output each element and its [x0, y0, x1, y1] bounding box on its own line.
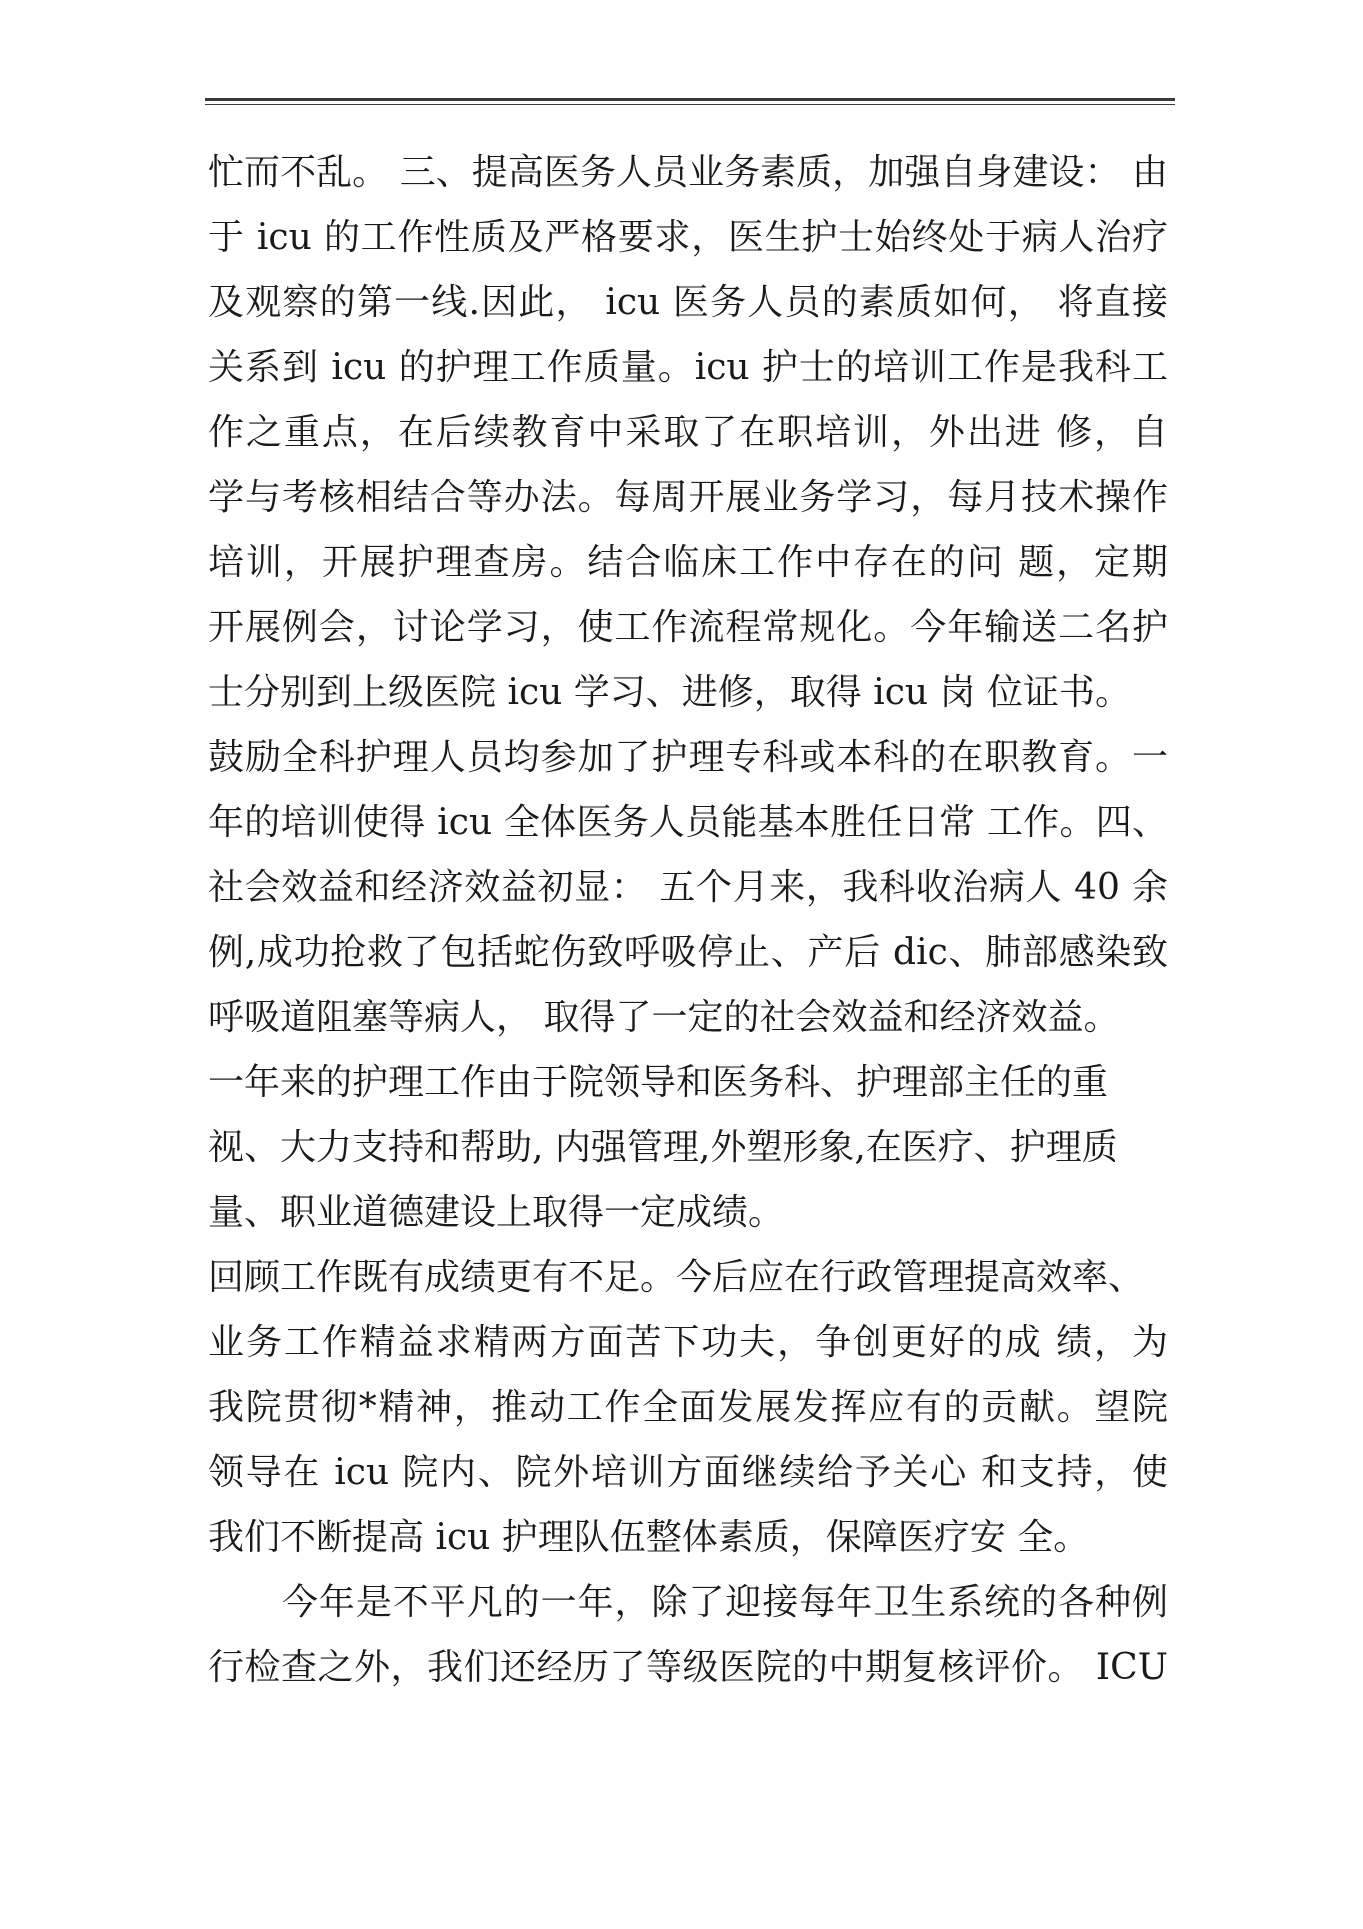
text-line: 我院贯彻*精神，推动工作全面发展发挥应有的贡献。望院: [208, 1387, 1168, 1428]
text-line: 士分别到上级医院 icu 学习、进修，取得 icu 岗 位证书。: [208, 672, 1131, 713]
text-line: 鼓励全科护理人员均参加了护理专科或本科的在职教育。一: [208, 737, 1168, 778]
text-line: 量、职业道德建设上取得一定成绩。: [208, 1192, 785, 1233]
text-line: 学与考核相结合等办法。每周开展业务学习，每月技术操作: [208, 477, 1168, 518]
text-line: 一年来的护理工作由于院领导和医务科、护理部主任的重: [208, 1062, 1109, 1103]
text-line: 视、大力支持和帮助, 内强管理,外塑形象,在医疗、护理质: [208, 1127, 1118, 1168]
text-line: 关系到 icu 的护理工作质量。icu 护士的培训工作是我科工: [208, 347, 1168, 388]
document-body: [208, 140, 1168, 1700]
text-line: 业务工作精益求精两方面苦下功夫，争创更好的成 绩，为: [208, 1322, 1168, 1363]
text-line: 行检查之外，我们还经历了等级医院的中期复核评价。 ICU: [208, 1647, 1168, 1688]
text-line: 回顾工作既有成绩更有不足。今后应在行政管理提高效率、: [208, 1257, 1145, 1298]
header-rule: [205, 98, 1175, 105]
text-line: 于 icu 的工作性质及严格要求，医生护士始终处于病人治疗: [208, 217, 1168, 258]
text-line: 及观察的第一线.因此， icu 医务人员的素质如何， 将直接: [208, 282, 1168, 323]
text-line: 忙而不乱。 三、提高医务人员业务素质，加强自身建设： 由: [208, 152, 1168, 193]
text-line: 社会效益和经济效益初显： 五个月来，我科收治病人 40 余: [208, 867, 1168, 908]
text-line: 培训，开展护理查房。结合临床工作中存在的问 题，定期: [208, 542, 1168, 583]
text-line: 作之重点，在后续教育中采取了在职培训，外出进 修，自: [208, 412, 1168, 453]
text-line: 例,成功抢救了包括蛇伤致呼吸停止、产后 dic、肺部感染致: [208, 932, 1168, 973]
text-line: 呼吸道阻塞等病人， 取得了一定的社会效益和经济效益。: [208, 997, 1120, 1038]
text-line: 开展例会，讨论学习，使工作流程常规化。今年输送二名护: [208, 607, 1168, 648]
text-line: 领导在 icu 院内、院外培训方面继续给予关心 和支持，使: [208, 1452, 1168, 1493]
text-line: 我们不断提高 icu 护理队伍整体素质，保障医疗安 全。: [208, 1517, 1090, 1558]
text-line: 年的培训使得 icu 全体医务人员能基本胜任日常 工作。四、: [208, 802, 1168, 843]
text-line: 今年是不平凡的一年，除了迎接每年卫生系统的各种例: [208, 1582, 1168, 1623]
